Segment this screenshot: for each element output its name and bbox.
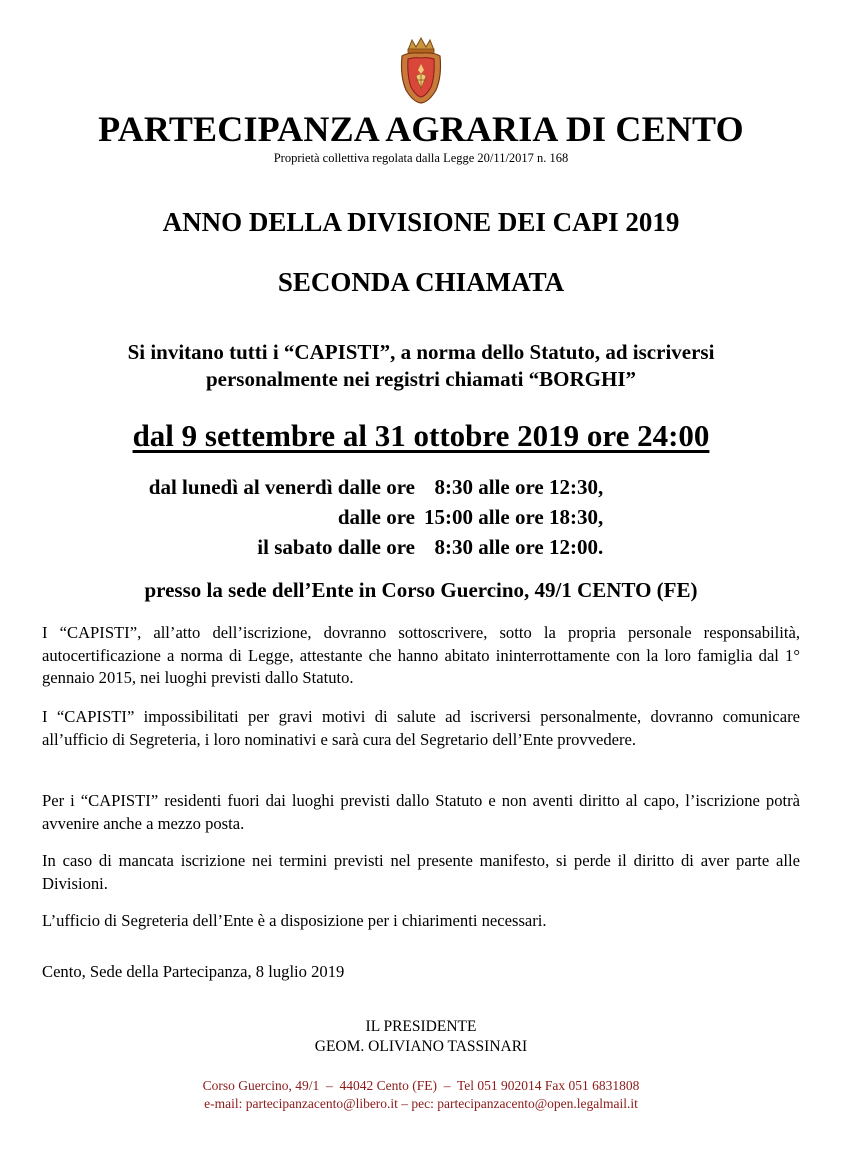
hours-row: [0, 502, 842, 532]
hours-label: dalle ore: [337, 505, 415, 529]
paragraph-office-info: L’ufficio di Segreteria dell’Ente è a disposizione per i chiarimenti necessari.: [42, 911, 547, 930]
coat-of-arms-icon: [398, 36, 444, 104]
paragraph-non-residents: Per i “CAPISTI” residenti fuori dai luoghi previsti dallo Statuto e non aventi diritto al capo, l’iscrizione potrà avvenire anche a mezzo posta.: [42, 791, 800, 833]
signature-name: GEOM. OLIVIANO TASSINARI: [314, 1038, 528, 1055]
footer-emails: e-mail: partecipanzacento@libero.it – pec: partecipanzacento@open.legalmail.it: [204, 1096, 638, 1111]
invitation-line: Si invitano tutti i “CAPISTI”, a norma dello Statuto, ad iscriversi: [127, 340, 715, 364]
footer-address: Corso Guercino, 49/1 – 44042 Cento (FE) – Tel 051 902014 Fax 051 6831808: [202, 1078, 640, 1093]
hours-time: 8:30 alle ore 12:00.: [424, 535, 604, 559]
hours-label: dal lunedì al venerdì dalle ore: [148, 475, 415, 499]
hours-time: 8:30 alle ore 12:30,: [424, 475, 604, 499]
date-line: Cento, Sede della Partecipanza, 8 luglio 2019: [42, 962, 345, 981]
registration-period: dal 9 settembre al 31 ottobre 2019 ore 24:00: [132, 418, 710, 453]
paragraph-health-reasons: I “CAPISTI” impossibilitati per gravi motivi di salute ad iscriversi personalmente, dovranno comunicare all’ufficio di Segreteria, i loro nominativi e sarà cura del Segretario dell’Ente provvedere.: [42, 707, 800, 749]
paragraph-missed-registration: In caso di mancata iscrizione nei termini previsti nel presente manifesto, si perde il diritto di aver parte alle Divisioni.: [42, 851, 800, 893]
opening-hours: [0, 472, 842, 562]
call-title: SECONDA CHIAMATA: [277, 267, 565, 297]
signature-role: IL PRESIDENTE: [365, 1018, 477, 1035]
paragraph-self-certification: I “CAPISTI”, all’atto dell’iscrizione, dovranno sottoscrivere, sotto la propria personale responsabilità, autocertificazione a norma di Legge, attestante che hanno abitato ininterrottamente con la loro famiglia dal 1° gennaio 2015, nei luoghi previsti dallo Statuto.: [42, 623, 800, 687]
location-text: presso la sede dell’Ente in Corso Guercino, 49/1 CENTO (FE): [144, 578, 698, 602]
hours-row: [0, 472, 842, 502]
organization-subtitle: Proprietà collettiva regolata dalla Legge 20/11/2017 n. 168: [273, 151, 569, 165]
hours-time: 15:00 alle ore 18:30,: [424, 505, 604, 529]
hours-row: [0, 532, 842, 562]
invitation-text: [0, 339, 842, 393]
year-title: ANNO DELLA DIVISIONE DEI CAPI 2019: [162, 207, 680, 237]
organization-name: PARTECIPANZA AGRARIA DI CENTO: [98, 109, 744, 149]
hours-label: il sabato dalle ore: [257, 535, 415, 559]
invitation-line: personalmente nei registri chiamati “BORGHI”: [205, 367, 637, 391]
